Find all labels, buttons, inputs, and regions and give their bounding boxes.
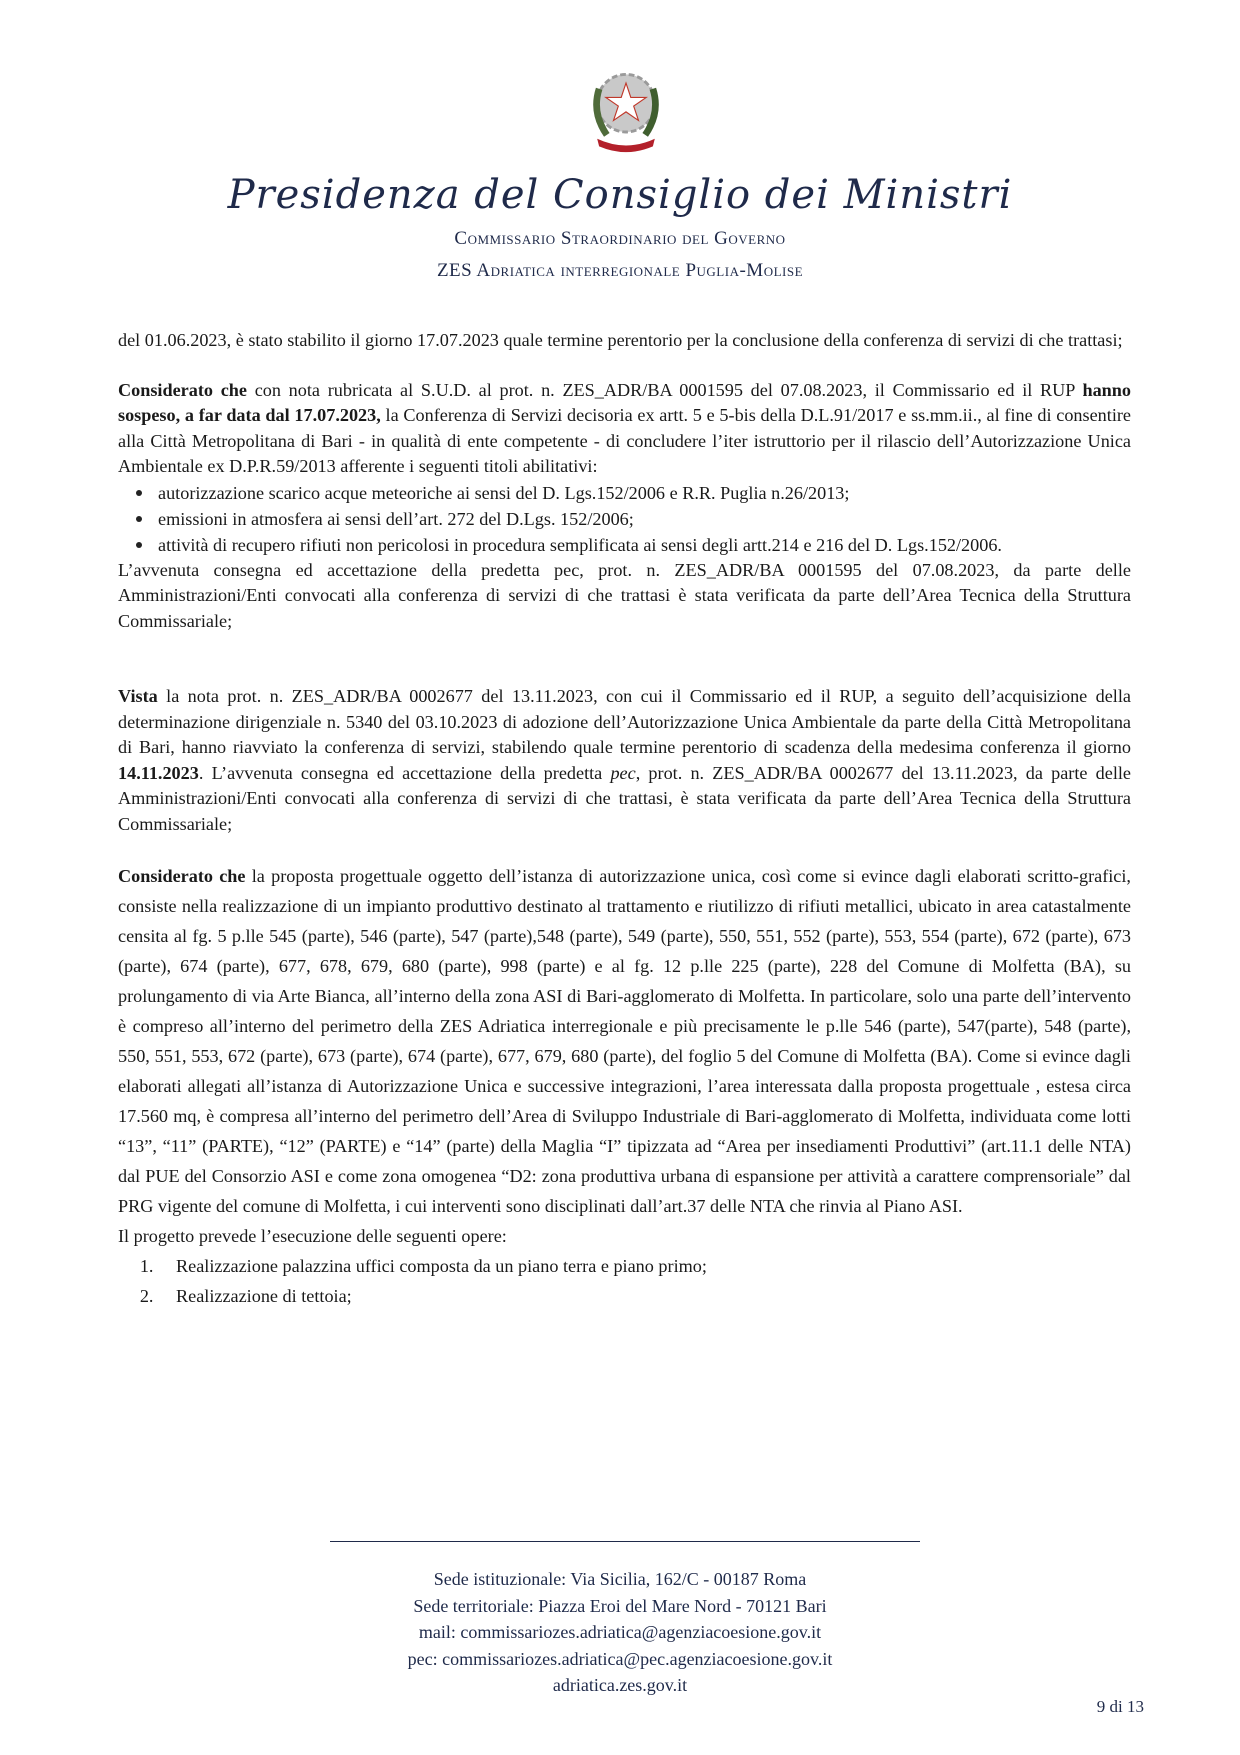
permits-list: [118, 480, 1131, 558]
text: la Conferenza di Servizi decisoria ex artt. 5 e 5-bis della D.L.91/2017 e ss.mm.ii., al fine di consentire alla Città Metropolitana di Bari - in qualità di ente competente - di concludere l’iter istruttorio per il rilascio dell’Autorizzazione Unica Ambientale ex D.P.R.59/2013 afferente i seguenti titoli abilitativi:: [118, 405, 1132, 476]
paragraph-vista: [118, 684, 1131, 837]
page-number: 9 di 13: [1096, 1697, 1144, 1716]
footer-website: adriatica.zes.gov.it: [552, 1675, 688, 1695]
bold-date: 14.11.2023: [118, 762, 199, 783]
footer-mail: mail: commissariozes.adriatica@agenziacoesione.gov.it: [418, 1622, 822, 1642]
paragraph-project-proposal: [118, 861, 1131, 1221]
list-item: emissioni in atmosfera ai sensi dell’art. 272 del D.Lgs. 152/2006;: [158, 506, 1131, 532]
text: . L’avvenuta consegna ed accettazione della predetta: [198, 762, 611, 783]
italic-text: pec: [610, 762, 636, 783]
lead: Vista: [118, 686, 158, 706]
footer-sede-territoriale: Sede territoriale: Piazza Eroi del Mare Nord - 70121 Bari: [413, 1595, 827, 1616]
institution-title: Presidenza del Consiglio dei Ministri: [227, 172, 1013, 218]
list-item: 1. Realizzazione palazzina uffici composta da un piano terra e piano primo;: [158, 1251, 1131, 1281]
text: , prot. n. ZES_ADR/BA 0002677 del 13.11.2023, da parte delle Amministrazioni/Enti convocati alla conferenza di servizi di che trattasi, è stata verificata da parte dell’Area Tecnica della Struttura Commissariale;: [118, 762, 1132, 834]
list-item: 2. Realizzazione di tettoia;: [158, 1281, 1131, 1311]
document-body: [118, 328, 1131, 1311]
lead: Considerato che: [118, 866, 246, 886]
paragraph-conclusion-date: del 01.06.2023, è stato stabilito il giorno 17.07.2023 quale termine perentorio per la conclusione della conferenza di servizi di che trattasi;: [118, 330, 1123, 350]
works-list: [118, 1251, 1131, 1311]
text: la proposta progettuale oggetto dell’istanza di autorizzazione unica, così come si evince dagli elaborati scritto-grafici, consiste nella realizzazione di un impianto produttivo destinato al trattamento e riutilizzo di rifiuti metallici, ubicato in area catastalmente censita al fg. 5 p.lle 545 (parte), 546 (parte), 547 (parte),548 (parte), 549 (parte), 550, 551, 552 (parte), 553, 554 (parte), 672 (parte), 673 (parte), 674 (parte), 677, 678, 679, 680 (parte), 998 (parte) e al fg. 12 p.lle 225 (parte), 228 del Comune di Molfetta (BA), su prolungamento di via Arte Bianca, all’interno della zona ASI di Bari-agglomerato di Molfetta. In particolare, solo una parte dell’intervento è compreso all’interno del perimetro della ZES Adriatica interregionale e più precisamente le p.lle 546 (parte), 547(parte), 548 (parte), 550, 551, 553, 672 (parte), 673 (parte), 674 (parte), 677, 679, 680 (parte), del foglio 5 del Comune di Molfetta (BA). Come si evince dagli elaborati allegati all’istanza di Autorizzazione Unica e successive integrazioni, l’area interessata dalla proposta progettuale , estesa circa 17.560 mq, è compresa all’interno del perimetro dell’Area di Sviluppo Industriale di Bari-agglomerato di Molfetta, individuata come lotti “13”, “11” (PARTE), “12” (PARTE) e “14” (parte) della Maglia “I” tipizzata ad “Area per insediamenti Produttivi” (art.11.1 delle NTA) dal PUE del Consorzio ASI e come zona omogenea “D2: zona produttiva urbana di espansione per attività a carattere comprensoriale” dal PRG vigente del comune di Molfetta, i cui interventi sono disciplinati dall’art.37 delle NTA che rinvia al Piano ASI.: [118, 866, 1131, 1216]
paragraph-delivery-verification: L’avvenuta consegna ed accettazione della predetta pec, prot. n. ZES_ADR/BA 0001595 del 07.08.2023, da parte delle Amministrazioni/Enti convocati alla conferenza di servizi di che trattasi è stata verificata da parte dell’Area Tecnica della Struttura Commissariale;: [118, 559, 1131, 631]
list-item: attività di recupero rifiuti non pericolosi in procedura semplificata ai sensi degli artt.214 e 216 del D. Lgs.152/2006.: [158, 532, 1131, 558]
text: la nota prot. n. ZES_ADR/BA 0002677 del 13.11.2023, con cui il Commissario ed il RUP, a seguito dell’acquisizione della determinazione dirigenziale n. 5340 del 03.10.2023 di adozione dell’Autorizzazione Unica Ambientale da parte della Città Metropolitana di Bari, hanno riavviato la conferenza di servizi, stabilendo quale termine perentorio di scadenza della medesima conferenza il giorno: [118, 686, 1131, 757]
header-line-zes: ZES Adriatica interregionale Puglia-Molise: [436, 260, 804, 281]
footer-divider: [330, 1541, 920, 1542]
italian-republic-emblem: [578, 60, 674, 156]
footer: [0, 1566, 1240, 1699]
lead: Considerato che: [118, 379, 247, 400]
text: con nota rubricata al S.U.D. al prot. n. ZES_ADR/BA 0001595 del 07.08.2023, il Commissario ed il RUP: [246, 379, 1083, 400]
paragraph-works-intro: Il progetto prevede l’esecuzione delle seguenti opere:: [118, 1226, 507, 1246]
list-item: autorizzazione scarico acque meteoriche ai sensi del D. Lgs.152/2006 e R.R. Puglia n.26/2013;: [158, 480, 1131, 506]
bold-text: hanno sospeso, a far data dal 17.07.2023,: [118, 379, 1131, 425]
header-line-commissario: Commissario Straordinario del Governo: [454, 228, 786, 249]
footer-sede-istituzionale: Sede istituzionale: Via Sicilia, 162/C - 00187 Roma: [433, 1569, 807, 1589]
paragraph-suspension: [118, 378, 1131, 480]
footer-pec: pec: commissariozes.adriatica@pec.agenziacoesione.gov.it: [407, 1648, 833, 1669]
